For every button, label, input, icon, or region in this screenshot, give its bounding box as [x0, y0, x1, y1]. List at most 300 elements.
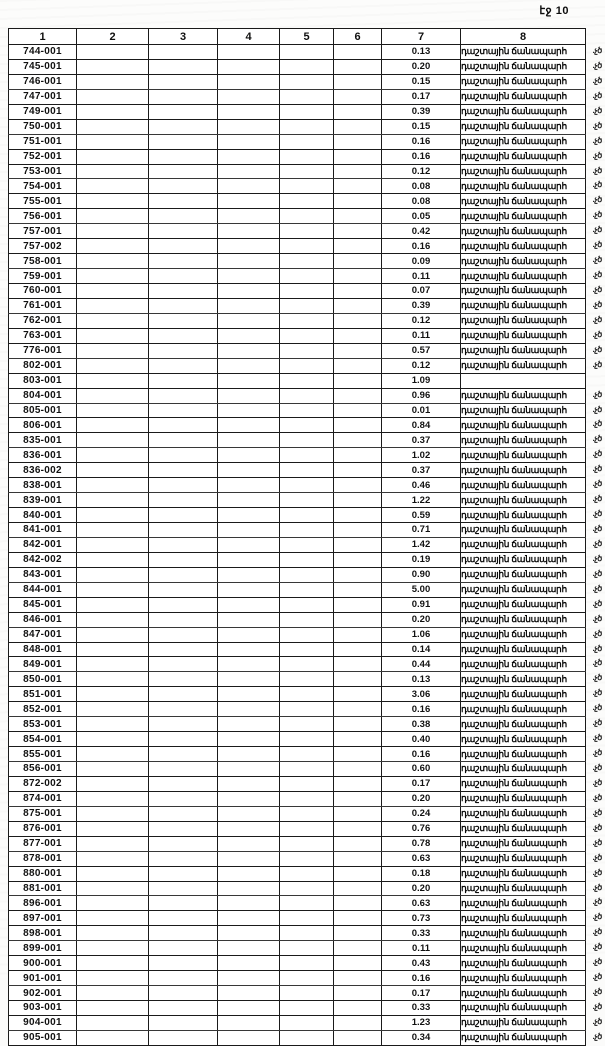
- empty-cell-4: [218, 567, 280, 582]
- empty-cell-3: [149, 941, 218, 956]
- empty-cell-5: [280, 59, 334, 74]
- road-type-label: դաշտային ճանապարհ: [461, 673, 567, 684]
- empty-cell-2: [77, 896, 149, 911]
- parcel-id-cell: 899-001: [9, 941, 77, 956]
- empty-cell-6: [334, 418, 382, 433]
- road-type-cell: [461, 134, 602, 149]
- empty-cell-4: [218, 881, 280, 896]
- parcel-id-cell: 805-001: [9, 403, 77, 418]
- empty-cell-2: [77, 298, 149, 313]
- road-type-label: դաշտային ճանապարհ: [461, 658, 567, 669]
- parcel-id-cell: 842-002: [9, 552, 77, 567]
- area-value-cell: 0.39: [382, 298, 461, 313]
- table-row: [9, 388, 586, 403]
- empty-cell-3: [149, 328, 218, 343]
- parcel-id-cell: 853-001: [9, 717, 77, 732]
- empty-cell-6: [334, 762, 382, 777]
- empty-cell-4: [218, 403, 280, 418]
- empty-cell-2: [77, 284, 149, 299]
- area-value-cell: 0.12: [382, 358, 461, 373]
- parcel-id-cell: 835-001: [9, 433, 77, 448]
- area-value-cell: 0.09: [382, 254, 461, 269]
- empty-cell-5: [280, 418, 334, 433]
- empty-cell-6: [334, 373, 382, 388]
- road-type-cell: [461, 508, 602, 523]
- area-value-cell: 0.63: [382, 896, 461, 911]
- table-row: [9, 687, 586, 702]
- area-value-cell: 3.06: [382, 687, 461, 702]
- empty-cell-6: [334, 702, 382, 717]
- parcel-id-cell: 776-001: [9, 343, 77, 358]
- empty-cell-6: [334, 1030, 382, 1045]
- empty-cell-5: [280, 582, 334, 597]
- empty-cell-3: [149, 687, 218, 702]
- empty-cell-3: [149, 224, 218, 239]
- empty-cell-2: [77, 194, 149, 209]
- road-type-cell: [461, 896, 602, 911]
- empty-cell-5: [280, 403, 334, 418]
- empty-cell-5: [280, 478, 334, 493]
- area-value-cell: 0.44: [382, 657, 461, 672]
- empty-cell-4: [218, 418, 280, 433]
- road-type-label: դաշտային ճանապարհ: [461, 882, 567, 893]
- empty-cell-3: [149, 343, 218, 358]
- table-row: [9, 627, 586, 642]
- empty-cell-2: [77, 642, 149, 657]
- empty-cell-2: [77, 881, 149, 896]
- table-row: [9, 836, 586, 851]
- column-header: 7: [382, 29, 461, 45]
- margin-note: .չծ: [592, 105, 602, 115]
- empty-cell-6: [334, 941, 382, 956]
- road-type-cell: [461, 941, 602, 956]
- road-type-cell: [461, 986, 602, 1001]
- empty-cell-6: [334, 1001, 382, 1016]
- road-type-cell: [461, 1030, 602, 1045]
- road-type-label: դաշտային ճանապարհ: [461, 912, 567, 923]
- empty-cell-6: [334, 313, 382, 328]
- parcel-id-cell: 761-001: [9, 298, 77, 313]
- parcel-id-cell: 744-001: [9, 45, 77, 60]
- empty-cell-5: [280, 433, 334, 448]
- empty-cell-4: [218, 104, 280, 119]
- area-value-cell: 0.96: [382, 388, 461, 403]
- area-value-cell: 0.37: [382, 463, 461, 478]
- margin-note: .չծ: [592, 329, 602, 339]
- empty-cell-2: [77, 508, 149, 523]
- empty-cell-4: [218, 239, 280, 254]
- empty-cell-5: [280, 836, 334, 851]
- table-row: [9, 582, 586, 597]
- road-type-cell: [461, 45, 602, 60]
- area-value-cell: 0.76: [382, 821, 461, 836]
- margin-note: .չծ: [592, 718, 602, 728]
- empty-cell-4: [218, 269, 280, 284]
- area-value-cell: 0.78: [382, 836, 461, 851]
- empty-cell-5: [280, 941, 334, 956]
- area-value-cell: 0.17: [382, 776, 461, 791]
- road-type-label: դաշտային ճանապարհ: [461, 255, 567, 266]
- empty-cell-4: [218, 552, 280, 567]
- empty-cell-3: [149, 597, 218, 612]
- empty-cell-4: [218, 373, 280, 388]
- parcel-id-cell: 898-001: [9, 926, 77, 941]
- margin-note: .չծ: [592, 1031, 602, 1041]
- empty-cell-4: [218, 313, 280, 328]
- margin-note: .չծ: [592, 120, 602, 130]
- empty-cell-4: [218, 59, 280, 74]
- table-row: [9, 45, 586, 60]
- table-row: [9, 74, 586, 89]
- empty-cell-2: [77, 149, 149, 164]
- margin-note: .չծ: [592, 897, 602, 907]
- road-type-cell: [461, 866, 602, 881]
- margin-note: .չծ: [592, 524, 602, 533]
- empty-cell-5: [280, 717, 334, 732]
- empty-cell-5: [280, 627, 334, 642]
- margin-note: .չծ: [592, 270, 602, 280]
- land-parcel-table: [8, 28, 602, 1046]
- margin-note: .չծ: [592, 180, 602, 190]
- road-type-cell: [461, 657, 602, 672]
- empty-cell-2: [77, 59, 149, 74]
- empty-cell-4: [218, 627, 280, 642]
- area-value-cell: 0.91: [382, 597, 461, 612]
- table-header-row: [9, 29, 586, 45]
- empty-cell-6: [334, 478, 382, 493]
- parcel-id-cell: 758-001: [9, 254, 77, 269]
- margin-note: .չծ: [592, 867, 602, 877]
- margin-note: .չծ: [592, 225, 602, 235]
- area-value-cell: 0.33: [382, 1001, 461, 1016]
- empty-cell-4: [218, 164, 280, 179]
- empty-cell-2: [77, 821, 149, 836]
- road-type-label: դաշտային ճանապարհ: [461, 285, 567, 296]
- road-type-label: դաշտային ճանապարհ: [461, 584, 567, 595]
- empty-cell-3: [149, 911, 218, 926]
- area-value-cell: 0.17: [382, 986, 461, 1001]
- margin-note: .չծ: [592, 822, 602, 832]
- empty-cell-2: [77, 45, 149, 60]
- area-value-cell: 0.16: [382, 702, 461, 717]
- empty-cell-4: [218, 821, 280, 836]
- margin-note: .չծ: [592, 628, 602, 638]
- road-type-cell: [461, 194, 602, 209]
- empty-cell-4: [218, 224, 280, 239]
- empty-cell-6: [334, 552, 382, 567]
- empty-cell-5: [280, 776, 334, 791]
- table-row: [9, 552, 586, 567]
- road-type-label: դաշտային ճանապարհ: [461, 718, 567, 729]
- area-value-cell: 0.60: [382, 762, 461, 777]
- table-row: [9, 493, 586, 508]
- road-type-label: դաշտային ճանապարհ: [461, 1017, 567, 1028]
- empty-cell-4: [218, 851, 280, 866]
- parcel-id-cell: 880-001: [9, 866, 77, 881]
- empty-cell-4: [218, 836, 280, 851]
- empty-cell-5: [280, 657, 334, 672]
- road-type-label: դաշտային ճանապարհ: [461, 853, 567, 864]
- road-type-label: դաշտային ճանապարհ: [461, 897, 567, 908]
- area-value-cell: 0.84: [382, 418, 461, 433]
- margin-note: .չծ: [592, 165, 602, 175]
- empty-cell-4: [218, 791, 280, 806]
- area-value-cell: 0.07: [382, 284, 461, 299]
- road-type-cell: [461, 836, 602, 851]
- parcel-id-cell: 840-001: [9, 508, 77, 523]
- area-value-cell: 0.19: [382, 552, 461, 567]
- empty-cell-6: [334, 687, 382, 702]
- road-type-label: դաշտային ճանապարհ: [461, 823, 567, 834]
- empty-cell-2: [77, 523, 149, 538]
- road-type-cell: [461, 388, 602, 403]
- margin-note: .չծ: [592, 688, 602, 698]
- empty-cell-5: [280, 896, 334, 911]
- area-value-cell: 0.15: [382, 74, 461, 89]
- road-type-label: դաշտային ճանապարհ: [461, 76, 567, 87]
- area-value-cell: 0.08: [382, 194, 461, 209]
- parcel-id-cell: 755-001: [9, 194, 77, 209]
- parcel-id-cell: 763-001: [9, 328, 77, 343]
- area-value-cell: 1.22: [382, 493, 461, 508]
- empty-cell-3: [149, 971, 218, 986]
- road-type-label: դաշտային ճանապարհ: [461, 419, 567, 430]
- parcel-id-cell: 745-001: [9, 59, 77, 74]
- margin-note: .չծ: [592, 882, 602, 892]
- table-row: [9, 1030, 586, 1045]
- empty-cell-4: [218, 1015, 280, 1030]
- margin-note: .չծ: [592, 46, 602, 55]
- empty-cell-4: [218, 597, 280, 612]
- parcel-id-cell: 749-001: [9, 104, 77, 119]
- empty-cell-2: [77, 224, 149, 239]
- margin-note: .չծ: [592, 419, 602, 429]
- empty-cell-6: [334, 747, 382, 762]
- area-value-cell: 0.33: [382, 926, 461, 941]
- table-row: [9, 941, 586, 956]
- empty-cell-3: [149, 433, 218, 448]
- road-type-label: դաշտային ճանապարհ: [461, 778, 567, 789]
- road-type-cell: [461, 448, 602, 463]
- table-row: [9, 881, 586, 896]
- empty-cell-4: [218, 896, 280, 911]
- road-type-label: դաշտային ճանապարհ: [461, 942, 567, 953]
- area-value-cell: 0.90: [382, 567, 461, 582]
- empty-cell-3: [149, 567, 218, 582]
- road-type-label: դաշտային ճանապարհ: [461, 1032, 567, 1043]
- empty-cell-6: [334, 523, 382, 538]
- road-type-cell: [461, 328, 602, 343]
- empty-cell-3: [149, 821, 218, 836]
- area-value-cell: 0.17: [382, 89, 461, 104]
- empty-cell-3: [149, 1001, 218, 1016]
- empty-cell-3: [149, 642, 218, 657]
- road-type-cell: [461, 851, 602, 866]
- road-type-cell: [461, 582, 602, 597]
- margin-note: .չծ: [592, 703, 602, 713]
- empty-cell-2: [77, 911, 149, 926]
- empty-cell-5: [280, 209, 334, 224]
- road-type-cell: [461, 762, 602, 777]
- empty-cell-4: [218, 284, 280, 299]
- parcel-id-cell: 806-001: [9, 418, 77, 433]
- empty-cell-6: [334, 926, 382, 941]
- margin-note: .չծ: [592, 733, 602, 743]
- table-row: [9, 134, 586, 149]
- road-type-label: դաշտային ճանապարհ: [461, 569, 567, 580]
- empty-cell-6: [334, 284, 382, 299]
- area-value-cell: 0.37: [382, 433, 461, 448]
- parcel-id-cell: 839-001: [9, 493, 77, 508]
- road-type-label: դաշտային ճանապարհ: [461, 464, 567, 475]
- empty-cell-5: [280, 806, 334, 821]
- empty-cell-3: [149, 298, 218, 313]
- area-value-cell: 0.16: [382, 747, 461, 762]
- empty-cell-2: [77, 328, 149, 343]
- empty-cell-5: [280, 926, 334, 941]
- empty-cell-2: [77, 672, 149, 687]
- road-type-cell: [461, 672, 602, 687]
- road-type-label: դաշտային ճանապարհ: [461, 91, 567, 102]
- empty-cell-2: [77, 941, 149, 956]
- table-row: [9, 776, 586, 791]
- margin-note: .չծ: [592, 1002, 602, 1011]
- road-type-label: դաշտային ճանապարհ: [461, 927, 567, 938]
- column-header: 2: [77, 29, 149, 45]
- empty-cell-3: [149, 806, 218, 821]
- road-type-label: դաշտային ճանապարհ: [461, 554, 567, 565]
- parcel-id-cell: 856-001: [9, 762, 77, 777]
- area-value-cell: 0.05: [382, 209, 461, 224]
- margin-note: .չծ: [592, 792, 602, 802]
- empty-cell-5: [280, 552, 334, 567]
- empty-cell-6: [334, 194, 382, 209]
- empty-cell-6: [334, 821, 382, 836]
- parcel-id-cell: 900-001: [9, 956, 77, 971]
- empty-cell-3: [149, 104, 218, 119]
- area-value-cell: 0.34: [382, 1030, 461, 1045]
- parcel-id-cell: 841-001: [9, 523, 77, 538]
- empty-cell-5: [280, 448, 334, 463]
- empty-cell-3: [149, 149, 218, 164]
- empty-cell-2: [77, 597, 149, 612]
- empty-cell-6: [334, 448, 382, 463]
- road-type-cell: [461, 747, 602, 762]
- area-value-cell: 0.20: [382, 612, 461, 627]
- empty-cell-3: [149, 986, 218, 1001]
- table-row: [9, 313, 586, 328]
- empty-cell-6: [334, 403, 382, 418]
- road-type-label: դաշտային ճանապարհ: [461, 300, 567, 311]
- empty-cell-6: [334, 224, 382, 239]
- parcel-id-cell: 844-001: [9, 582, 77, 597]
- parcel-id-cell: 872-002: [9, 776, 77, 791]
- empty-cell-5: [280, 1030, 334, 1045]
- parcel-id-cell: 897-001: [9, 911, 77, 926]
- road-type-cell: [461, 239, 602, 254]
- table-row: [9, 762, 586, 777]
- margin-note: .չծ: [592, 942, 602, 952]
- empty-cell-3: [149, 672, 218, 687]
- empty-cell-2: [77, 119, 149, 134]
- road-type-cell: [461, 358, 602, 373]
- empty-cell-4: [218, 717, 280, 732]
- empty-cell-4: [218, 523, 280, 538]
- parcel-id-cell: 754-001: [9, 179, 77, 194]
- road-type-cell: [461, 313, 602, 328]
- empty-cell-2: [77, 776, 149, 791]
- table-row: [9, 358, 586, 373]
- parcel-id-cell: 760-001: [9, 284, 77, 299]
- empty-cell-6: [334, 254, 382, 269]
- empty-cell-3: [149, 762, 218, 777]
- table-row: [9, 179, 586, 194]
- table-row: [9, 508, 586, 523]
- empty-cell-2: [77, 657, 149, 672]
- empty-cell-3: [149, 448, 218, 463]
- area-value-cell: 5.00: [382, 582, 461, 597]
- empty-cell-2: [77, 627, 149, 642]
- empty-cell-6: [334, 567, 382, 582]
- empty-cell-2: [77, 747, 149, 762]
- empty-cell-3: [149, 702, 218, 717]
- road-type-label: դաշտային ճանապարհ: [461, 240, 567, 251]
- empty-cell-2: [77, 388, 149, 403]
- empty-cell-2: [77, 209, 149, 224]
- road-type-label: դաշտային ճանապարհ: [461, 539, 567, 550]
- empty-cell-6: [334, 433, 382, 448]
- empty-cell-2: [77, 269, 149, 284]
- margin-note: .չծ: [592, 344, 602, 354]
- margin-note: .չծ: [592, 538, 602, 548]
- parcel-id-cell: 845-001: [9, 597, 77, 612]
- table-row: [9, 149, 586, 164]
- empty-cell-6: [334, 239, 382, 254]
- empty-cell-4: [218, 448, 280, 463]
- empty-cell-5: [280, 343, 334, 358]
- road-type-cell: [461, 269, 602, 284]
- empty-cell-4: [218, 612, 280, 627]
- road-type-label: դաշտային ճանապարհ: [461, 763, 567, 774]
- column-header: 5: [280, 29, 334, 45]
- margin-note: .չծ: [592, 972, 602, 982]
- empty-cell-2: [77, 448, 149, 463]
- empty-cell-2: [77, 463, 149, 478]
- margin-note: .չծ: [592, 314, 602, 324]
- empty-cell-5: [280, 74, 334, 89]
- empty-cell-2: [77, 403, 149, 418]
- table-row: [9, 851, 586, 866]
- empty-cell-2: [77, 254, 149, 269]
- road-type-cell: [461, 89, 602, 104]
- area-value-cell: 0.01: [382, 403, 461, 418]
- empty-cell-2: [77, 239, 149, 254]
- empty-cell-4: [218, 911, 280, 926]
- page-number-label: էջ 10: [539, 5, 569, 17]
- empty-cell-4: [218, 956, 280, 971]
- table-row: [9, 1015, 586, 1030]
- empty-cell-2: [77, 806, 149, 821]
- empty-cell-4: [218, 1001, 280, 1016]
- empty-cell-5: [280, 762, 334, 777]
- empty-cell-5: [280, 747, 334, 762]
- table-row: [9, 597, 586, 612]
- road-type-label: դաշտային ճանապարհ: [461, 987, 567, 998]
- area-value-cell: 1.06: [382, 627, 461, 642]
- margin-note: .չծ: [592, 598, 602, 608]
- empty-cell-5: [280, 702, 334, 717]
- empty-cell-6: [334, 119, 382, 134]
